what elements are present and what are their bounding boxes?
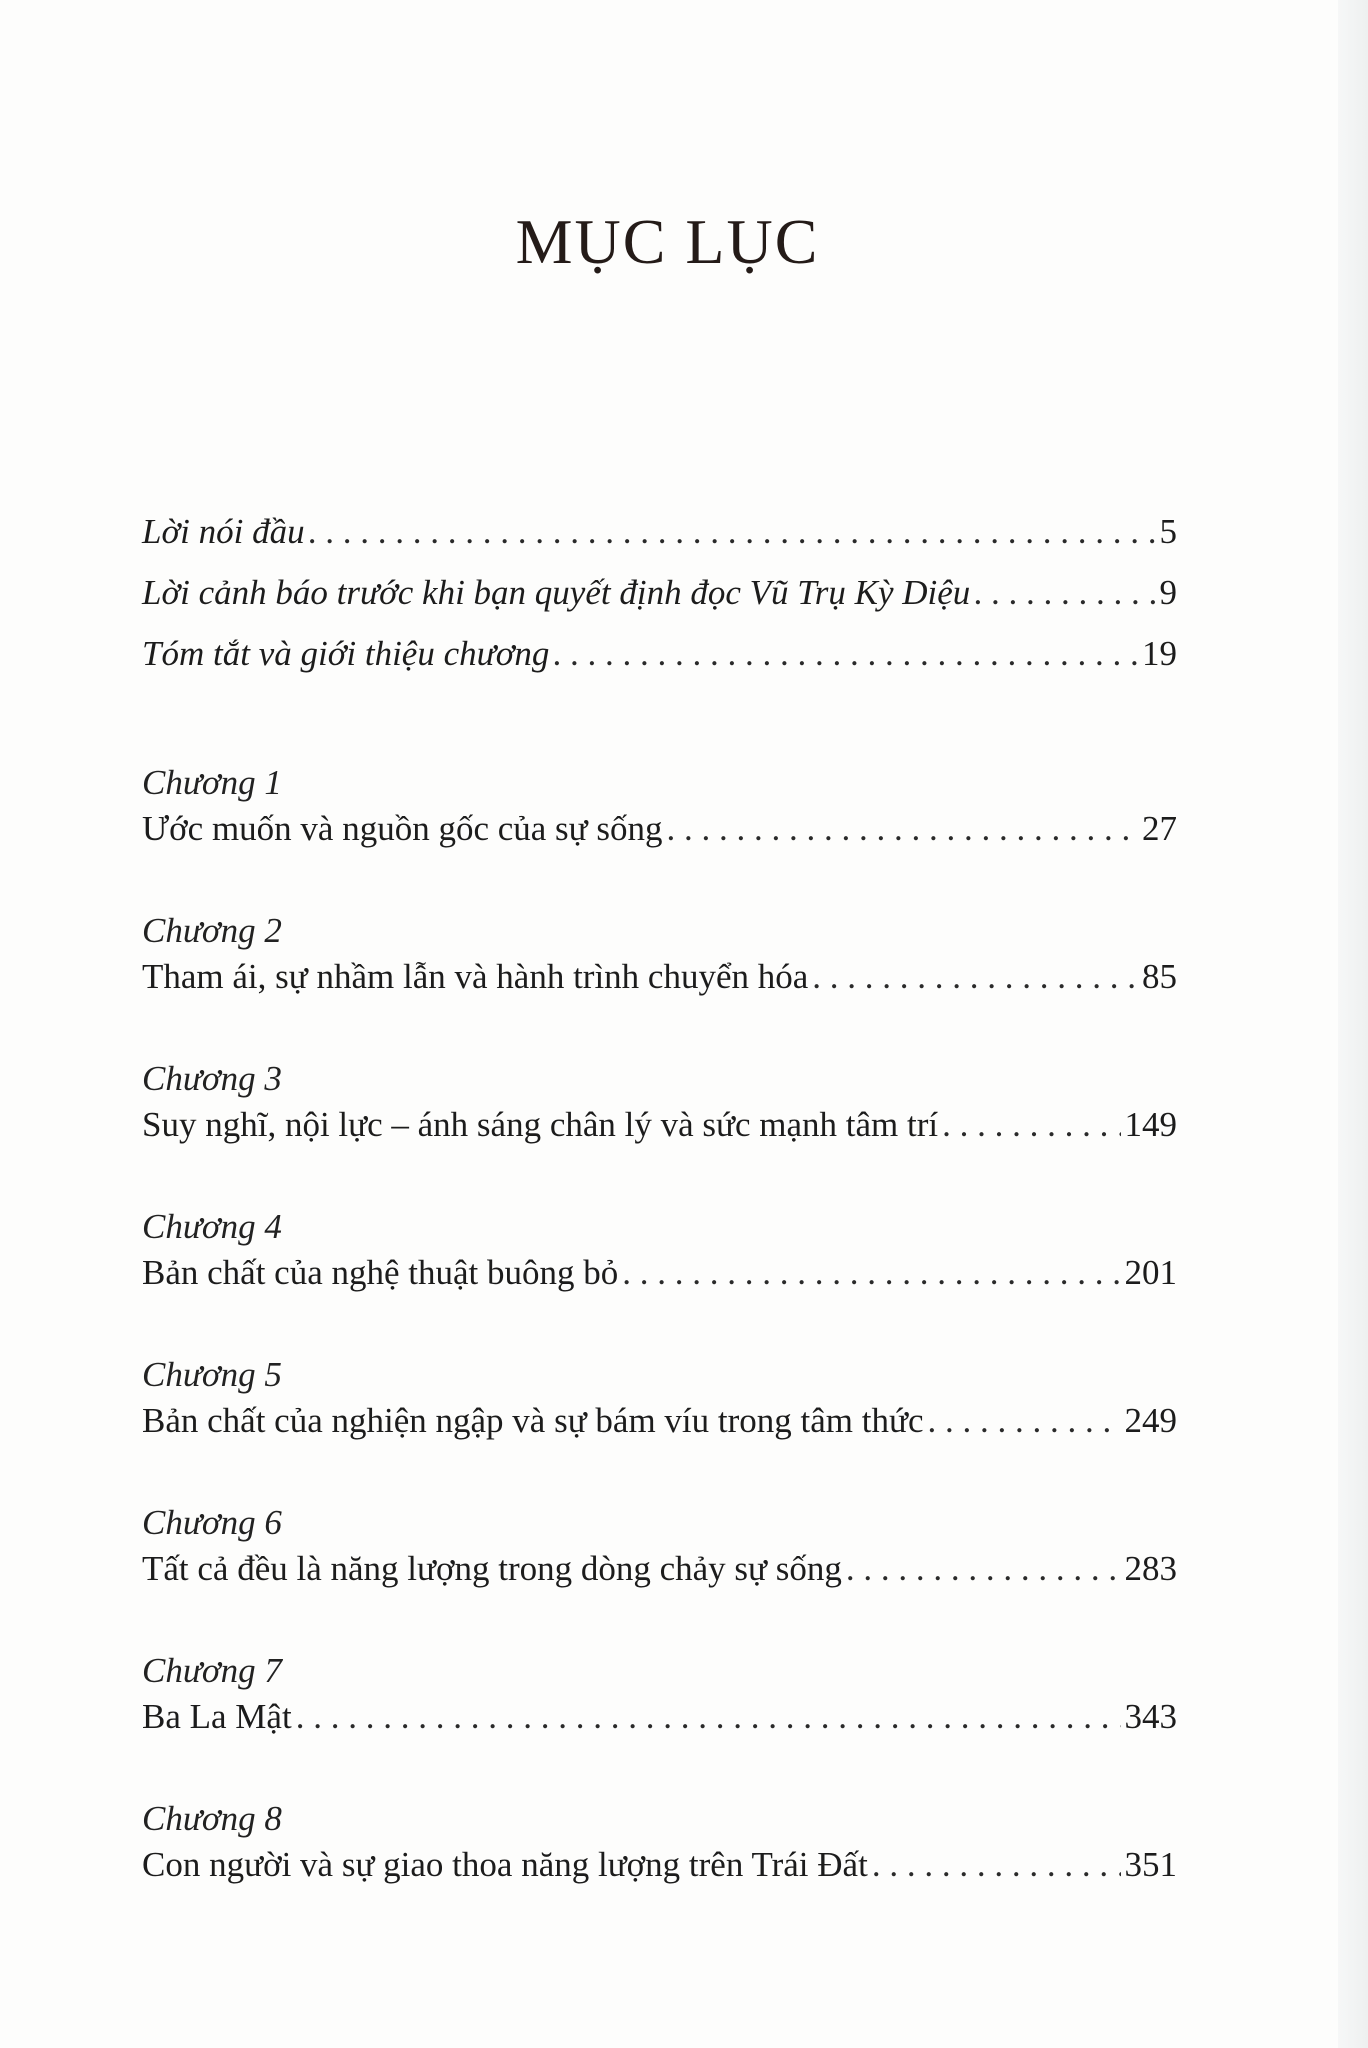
toc-entry[interactable]	[142, 1551, 1177, 1611]
toc-entry[interactable]	[142, 636, 1177, 697]
chapter-entry	[142, 1494, 1177, 1642]
chapter-heading: Chương 3	[142, 1059, 282, 1098]
chapter-page: 249	[1124, 1401, 1177, 1440]
dot-leader	[927, 1403, 1120, 1438]
toc-entry-page: 5	[1159, 512, 1177, 551]
toc-entry[interactable]	[142, 575, 1177, 636]
chapter-entry	[142, 754, 1177, 902]
chapter-title: Bản chất của nghiện ngập và sự bám víu trong tâm thức	[142, 1401, 924, 1440]
dot-leader	[942, 1107, 1120, 1142]
chapter-entry	[142, 902, 1177, 1050]
toc-entry-page: 9	[1159, 573, 1177, 612]
dot-leader	[872, 1847, 1121, 1882]
toc-entry-label: Lời nói đầu	[142, 512, 305, 551]
dot-leader	[622, 1255, 1120, 1290]
dot-leader	[296, 1699, 1121, 1734]
dot-leader	[553, 636, 1138, 671]
chapter-page: 149	[1124, 1105, 1177, 1144]
toc-entry[interactable]	[142, 1403, 1177, 1463]
toc-entry[interactable]	[142, 1107, 1177, 1167]
dot-leader	[309, 514, 1156, 549]
toc-entry[interactable]	[142, 1847, 1177, 1907]
chapter-page: 201	[1124, 1253, 1177, 1292]
chapter-page: 283	[1124, 1549, 1177, 1588]
chapter-heading: Chương 7	[142, 1651, 282, 1690]
toc-entry-label: Tóm tắt và giới thiệu chương	[142, 634, 550, 673]
chapter-heading: Chương 5	[142, 1355, 282, 1394]
chapter-title: Ước muốn và nguồn gốc của sự sống	[142, 809, 663, 848]
chapter-title: Ba La Mật	[142, 1697, 292, 1736]
chapter-page: 85	[1142, 957, 1177, 996]
chapter-entry	[142, 1198, 1177, 1346]
dot-leader	[667, 811, 1138, 846]
page-title: MỤC LỤC	[515, 206, 820, 277]
chapter-list	[142, 754, 1177, 1938]
dot-leader	[974, 575, 1155, 610]
chapter-title: Tất cả đều là năng lượng trong dòng chảy sự sống	[142, 1549, 842, 1588]
chapter-heading: Chương 6	[142, 1503, 282, 1542]
chapter-heading: Chương 1	[142, 763, 282, 802]
toc-entry[interactable]	[142, 514, 1177, 575]
chapter-page: 27	[1142, 809, 1177, 848]
chapter-heading: Chương 2	[142, 911, 282, 950]
toc-entry[interactable]	[142, 1699, 1177, 1759]
toc-entry[interactable]	[142, 811, 1177, 871]
page-edge	[1338, 0, 1368, 2048]
chapter-entry	[142, 1642, 1177, 1790]
toc-entry-label: Lời cảnh báo trước khi bạn quyết định đọc Vũ Trụ Kỳ Diệu	[142, 573, 971, 612]
chapter-heading: Chương 4	[142, 1207, 282, 1246]
chapter-title: Bản chất của nghệ thuật buông bỏ	[142, 1253, 619, 1292]
chapter-title: Tham ái, sự nhầm lẫn và hành trình chuyển hóa	[142, 957, 809, 996]
chapter-page: 351	[1124, 1845, 1177, 1884]
chapter-heading: Chương 8	[142, 1799, 282, 1838]
toc-entry[interactable]	[142, 959, 1177, 1019]
dot-leader	[846, 1551, 1121, 1586]
toc-entry[interactable]	[142, 1255, 1177, 1315]
chapter-entry	[142, 1346, 1177, 1494]
chapter-page: 343	[1124, 1697, 1177, 1736]
chapter-entry	[142, 1790, 1177, 1938]
chapter-title: Suy nghĩ, nội lực – ánh sáng chân lý và sức mạnh tâm trí	[142, 1105, 939, 1144]
chapter-title: Con người và sự giao thoa năng lượng trên Trái Đất	[142, 1845, 868, 1884]
toc-entry-page: 19	[1142, 634, 1177, 673]
front-matter-list	[142, 514, 1177, 697]
dot-leader	[812, 959, 1138, 994]
chapter-entry	[142, 1050, 1177, 1198]
